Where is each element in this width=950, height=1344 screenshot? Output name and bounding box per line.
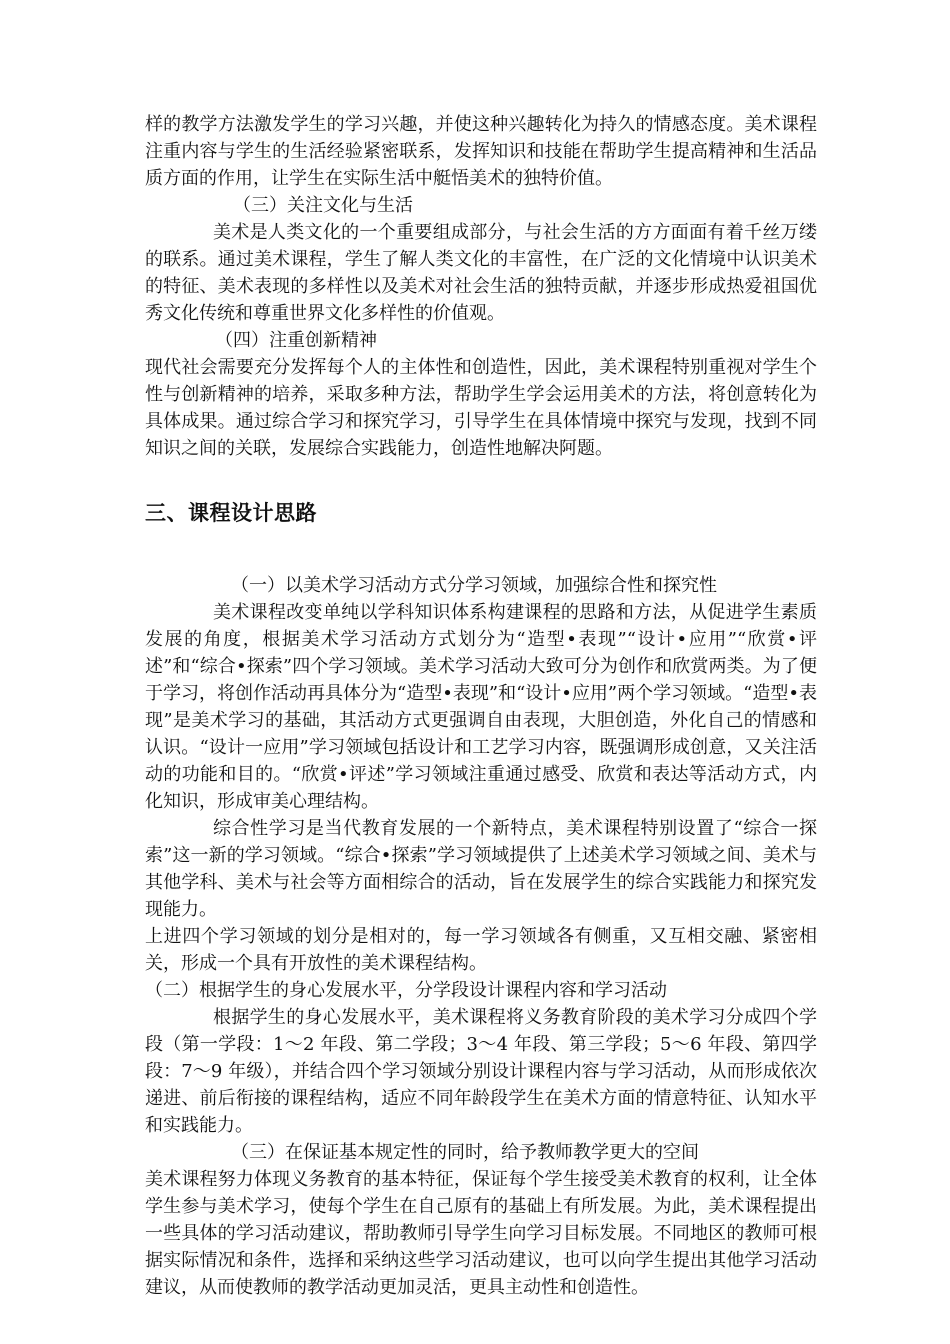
paragraph-learning-stages: 根据学生的身心发展水平，美术课程将义务教育阶段的美术学习分成四个学段（第一学段：1～2 年段、第二学段；3～4 年段、第三学段；5～6 年段、第四学段：7～9 年级），并结合四个学习领域分别设计课程内容与学习活动，从而形成依次递进、前后衔接的课程结构，适应不同年龄段学生在美术方面的情意特征、认知水平和实践能力。: [145, 1007, 817, 1136]
page-content: [145, 111, 817, 1301]
subheading-teacher-space: （三）在保证基本规定性的同时，给予教师教学更大的空间: [231, 1142, 699, 1163]
subheading-culture-life: （三）关注文化与生活: [233, 195, 413, 216]
paragraph-innovation: 现代社会需要充分发挥每个人的主体性和创造性，因此，美术课程特别重视对学生个性与创新精神的培养，采取多种方法，帮助学生学会运用美术的方法，将创意转化为具体成果。通过综合学习和探究学习，引导学生在具体情境中探究与发现，找到不同知识之间的关联，发展综合实践能力，创造性地解决阿题。: [145, 357, 817, 459]
paragraph-culture-life: 美术是人类文化的一个重要组成部分，与社会生活的方方面面有着千丝万缕的联系。通过美术课程，学生了解人类文化的丰富性，在广泛的文化情境中认识美术的特征、美术表现的多样性以及美术对社会生活的独特贡献，并逐步形成热爱祖国优秀文化传统和尊重世界文化多样性的价值观。: [145, 222, 817, 324]
section-title-course-design: 三、课程设计思路: [145, 500, 317, 525]
subheading-learning-stages: （二）根据学生的身心发展水平，分学段设计课程内容和学习活动: [145, 980, 667, 1001]
paragraph-four-areas-relation: 上进四个学习领域的划分是相对的，每一学习领域各有侧重，又互相交融、紧密相关，形成一个具有开放性的美术课程结构。: [145, 926, 817, 974]
paragraph-teacher-space: 美术课程努力体现义务教育的基本特征，保证每个学生接受美术教育的权利，让全体学生参与美术学习，使每个学生在自己原有的基础上有所发展。为此，美术课程提出一些具体的学习活动建议，帮助教师引导学生向学习目标发展。不同地区的教师可根据实际情况和条件，选择和采纳这些学习活动建议，也可以向学生提出其他学习活动建议，从而使教师的教学活动更加灵活，更具主动性和创造性。: [145, 1169, 817, 1298]
paragraph-learning-areas: 美术课程改变单纯以学科知识体系构建课程的思路和方法，从促进学生素质发展的角度，根据美术学习活动方式划分为“造型•表现”“设计•应用”“欣赏•评述”和“综合•探索”四个学习领域。美术学习活动大致可分为创作和欣赏两类。为了便于学习，将创作活动再具体分为“造型•表现”和“设计•应用”两个学习领域。“造型•表现”是美术学习的基础，其活动方式更强调自由表现，大胆创造，外化自己的情感和认识。“设计一应用”学习领域包括设计和工艺学习内容，既强调形成创意，又关注活动的功能和目的。“欣赏•评述”学习领域注重通过感受、欣赏和表达等活动方式，内化知识，形成审美心理结构。: [145, 602, 817, 812]
paragraph-integrated-learning: 综合性学习是当代教育发展的一个新特点，美术课程特别设置了“综合一探索”这一新的学习领域。“综合•探索”学习领域提供了上述美术学习领域之间、美术与其他学科、美术与社会等方面相综合的活动，旨在发展学生的综合实践能力和探究发现能力。: [145, 818, 817, 920]
intro-paragraph: 样的教学方法激发学生的学习兴趣，并使这种兴趣转化为持久的情感态度。美术课程注重内容与学生的生活经验紧密联系，发挥知识和技能在帮助学生提高精神和生活品质方面的作用，让学生在实际生活中艇悟美术的独特价值。: [145, 114, 817, 189]
subheading-innovation: （四）注重创新精神: [215, 330, 377, 351]
subheading-learning-areas: （一）以美术学习活动方式分学习领域，加强综合性和探究性: [231, 575, 717, 596]
